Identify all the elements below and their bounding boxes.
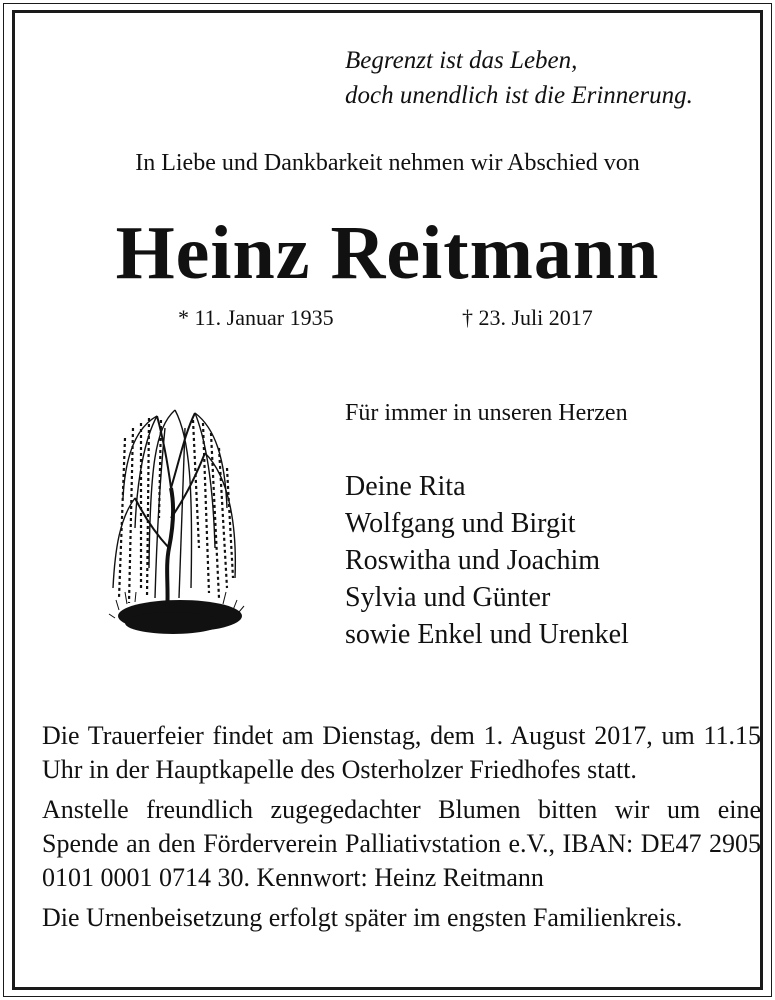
- death-date: † 23. Juli 2017: [462, 305, 593, 330]
- family-member: Roswitha und Joachim: [345, 545, 601, 576]
- family-member: Deine Rita: [345, 471, 466, 502]
- tagline: Für immer in unseren Herzen: [345, 400, 628, 426]
- family-member: sowie Enkel und Urenkel: [345, 619, 629, 650]
- funeral-notice: Die Trauerfeier findet am Dienstag, dem 1. August 2017, um 11.15 Uhr in der Hauptkapelle des Osterholzer Friedhofes statt.: [42, 721, 761, 784]
- notice-paragraphs: [42, 719, 761, 941]
- motto-line-1: Begrenzt ist das Leben,: [345, 47, 578, 74]
- donation-notice: Anstelle freundlich zugegedachter Blumen bitten wir um eine Spende an den Förderverein Palliativstation e.V., IBAN: DE47 2905 0101 0001 0714 30. Kennwort: Heinz Reitmann: [42, 795, 761, 892]
- motto: [345, 43, 693, 113]
- family-member: Wolfgang und Birgit: [345, 508, 576, 539]
- family-member: Sylvia und Günter: [345, 582, 551, 613]
- intro-text: In Liebe und Dankbarkeit nehmen wir Abschied von: [135, 150, 640, 176]
- birth-date: * 11. Januar 1935: [178, 305, 334, 330]
- weeping-willow-icon: [105, 398, 250, 648]
- burial-notice: Die Urnenbeisetzung erfolgt später im engsten Familienkreis.: [42, 903, 683, 932]
- family-list: [345, 468, 629, 653]
- motto-line-2: doch unendlich ist die Erinnerung.: [345, 82, 693, 109]
- obituary-frame: [12, 10, 763, 990]
- deceased-name: Heinz Reitmann: [115, 211, 660, 295]
